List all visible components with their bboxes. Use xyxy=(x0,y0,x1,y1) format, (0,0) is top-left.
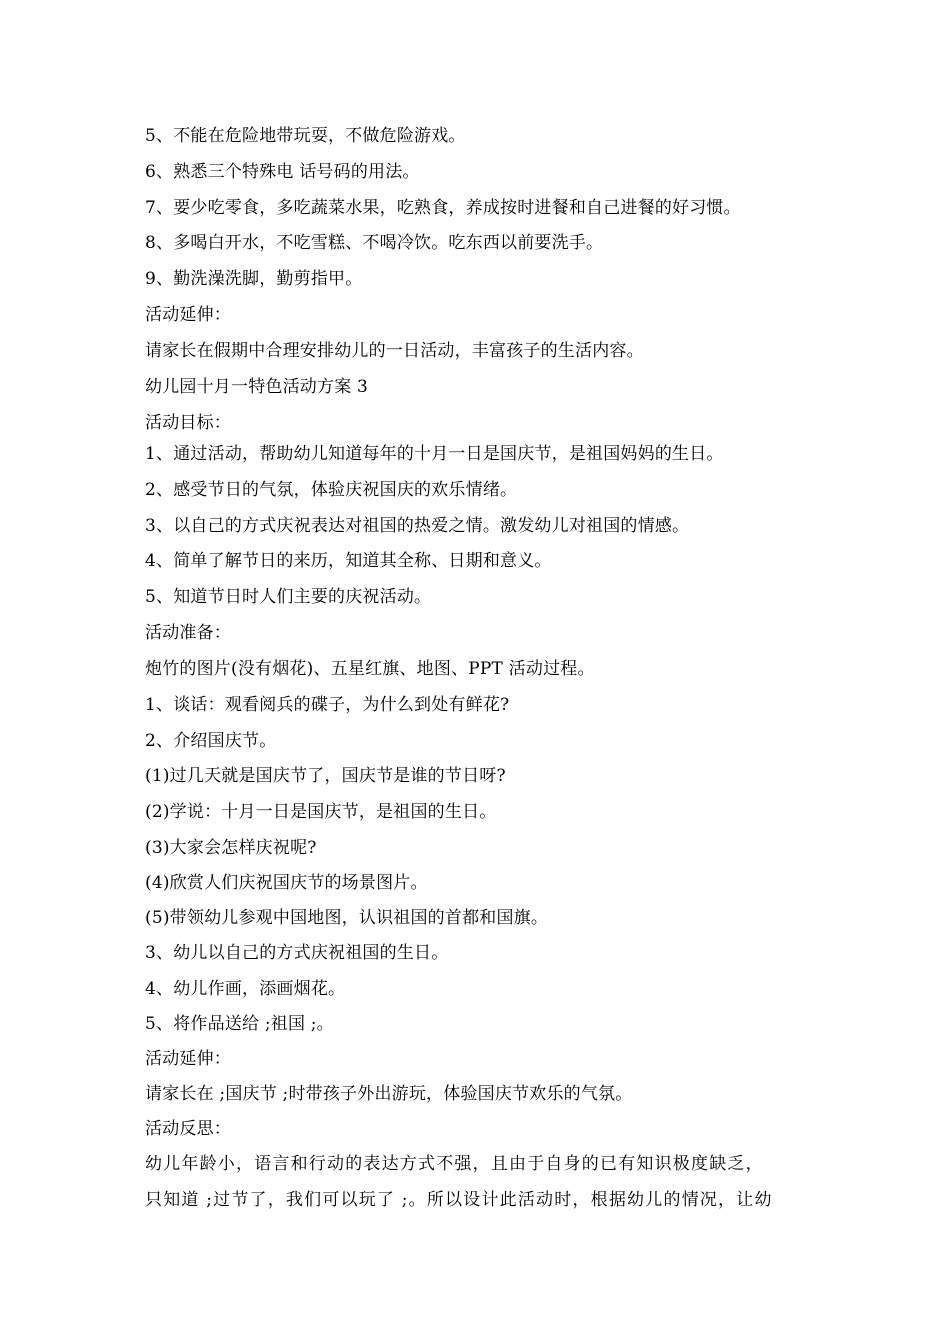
document-title: 幼儿园十月一特色活动方案 3 xyxy=(145,377,369,397)
text-line: 请家长在假期中合理安排幼儿的一日活动，丰富孩子的生活内容。 xyxy=(145,341,644,361)
text-line: 炮竹的图片(没有烟花)、五星红旗、地图、PPT 活动过程。 xyxy=(145,659,595,679)
text-line: 6、熟悉三个特殊电 话号码的用法。 xyxy=(145,162,420,182)
section-heading: 活动准备： xyxy=(145,623,231,643)
text-line: (1)过几天就是国庆节了，国庆节是谁的节日呀? xyxy=(145,766,506,786)
text-line: 请家长在 ;国庆节 ;时带孩子外出游玩，体验国庆节欢乐的气氛。 xyxy=(145,1084,633,1104)
section-heading: 活动目标： xyxy=(145,413,231,433)
text-line: (3)大家会怎样庆祝呢? xyxy=(145,838,317,858)
text-line: 3、以自己的方式庆祝表达对祖国的热爱之情。激发幼儿对祖国的情感。 xyxy=(145,516,690,536)
text-line: (2)学说：十月一日是国庆节，是祖国的生日。 xyxy=(145,802,497,822)
text-line: 5、不能在危险地带玩耍，不做危险游戏。 xyxy=(145,126,466,146)
section-heading: 活动延伸： xyxy=(145,1049,231,1069)
text-line: (4)欣赏人们庆祝国庆节的场景图片。 xyxy=(145,873,428,893)
text-line: 1、通过活动，帮助幼儿知道每年的十月一日是国庆节，是祖国妈妈的生日。 xyxy=(145,444,724,464)
text-line: 只知道 ;过节了，我们可以玩了 ;。所以设计此活动时，根据幼儿的情况，让幼 xyxy=(145,1190,773,1210)
text-line: 1、谈话：观看阅兵的碟子，为什么到处有鲜花? xyxy=(145,695,510,715)
text-line: 2、感受节日的气氛，体验庆祝国庆的欢乐情绪。 xyxy=(145,480,518,500)
text-line: 8、多喝白开水，不吃雪糕、不喝冷饮。吃东西以前要洗手。 xyxy=(145,233,604,253)
text-line: 4、简单了解节日的来历，知道其全称、日期和意义。 xyxy=(145,551,552,571)
section-heading: 活动反思： xyxy=(145,1119,231,1139)
text-line: 7、要少吃零食，多吃蔬菜水果，吃熟食，养成按时进餐和自己进餐的好习惯。 xyxy=(145,198,741,218)
text-line: 3、幼儿以自己的方式庆祝祖国的生日。 xyxy=(145,943,449,963)
text-line: 4、幼儿作画，添画烟花。 xyxy=(145,979,346,999)
text-line: 5、将作品送给 ;祖国 ;。 xyxy=(145,1014,334,1034)
text-line: (5)带领幼儿参观中国地图，认识祖国的首都和国旗。 xyxy=(145,908,549,928)
section-heading: 活动延伸： xyxy=(145,305,231,325)
text-line: 5、知道节日时人们主要的庆祝活动。 xyxy=(145,587,432,607)
text-line: 幼儿年龄小，语言和行动的表达方式不强，且由于自身的已有知识极度缺乏， xyxy=(145,1154,764,1174)
text-line: 9、勤洗澡洗脚，勤剪指甲。 xyxy=(145,269,363,289)
text-line: 2、介绍国庆节。 xyxy=(145,731,277,751)
